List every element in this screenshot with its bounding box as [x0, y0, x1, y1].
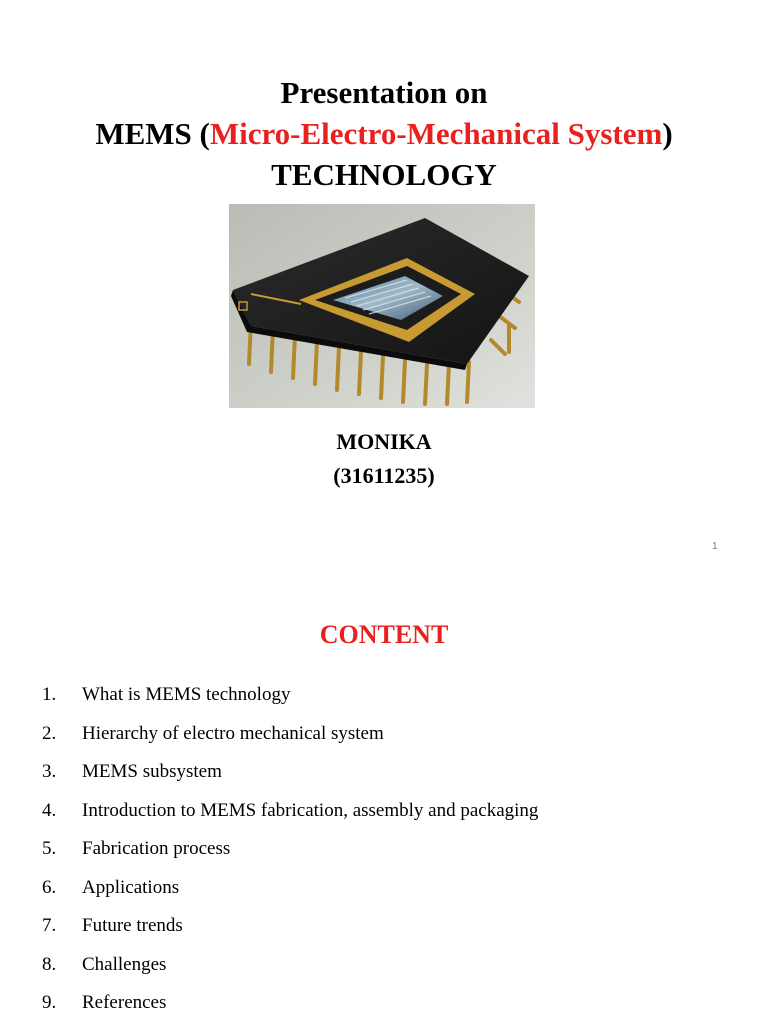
title-mems-suffix: ) [662, 116, 673, 151]
table-of-contents [42, 684, 538, 1031]
item-text: Future trends [82, 915, 183, 936]
title-line-1: Presentation on [280, 75, 488, 110]
list-item [42, 838, 538, 877]
list-item [42, 915, 538, 954]
list-item [42, 954, 538, 993]
slide-title [0, 72, 768, 195]
item-text: Introduction to MEMS fabrication, assembly and packaging [82, 799, 539, 821]
author-block [0, 425, 768, 493]
content-slide [0, 566, 768, 1024]
content-heading: CONTENT [319, 620, 449, 649]
list-item [42, 761, 538, 800]
list-item [42, 877, 538, 916]
title-line-2 [0, 113, 768, 154]
list-item [42, 800, 538, 839]
title-mems-prefix: MEMS ( [95, 116, 210, 151]
title-mems-expansion: Micro-Electro-Mechanical System [209, 116, 663, 151]
mems-chip-photo [229, 204, 535, 408]
item-number: 5. [42, 838, 57, 859]
item-text: MEMS subsystem [82, 761, 222, 782]
item-text: What is MEMS technology [82, 684, 291, 705]
title-line-3: TECHNOLOGY [271, 157, 497, 192]
list-item [42, 723, 538, 762]
item-number: 6. [42, 876, 57, 898]
item-number: 9. [42, 992, 57, 1013]
author-id: (31611235) [333, 463, 435, 488]
item-number: 4. [42, 799, 57, 821]
list-item [42, 992, 538, 1031]
item-text: Challenges [82, 953, 167, 975]
item-text: Applications [82, 876, 180, 898]
author-name: MONIKA [336, 429, 432, 454]
item-number: 7. [42, 915, 57, 936]
page-number: 1 [712, 541, 718, 552]
item-text: Fabrication process [82, 838, 231, 859]
item-number: 3. [42, 761, 57, 782]
item-number: 1. [42, 684, 57, 705]
item-text: Hierarchy of electro mechanical system [82, 722, 384, 744]
list-item [42, 684, 538, 723]
item-number: 8. [42, 953, 57, 975]
item-number: 2. [42, 722, 57, 744]
item-text: References [82, 992, 167, 1013]
